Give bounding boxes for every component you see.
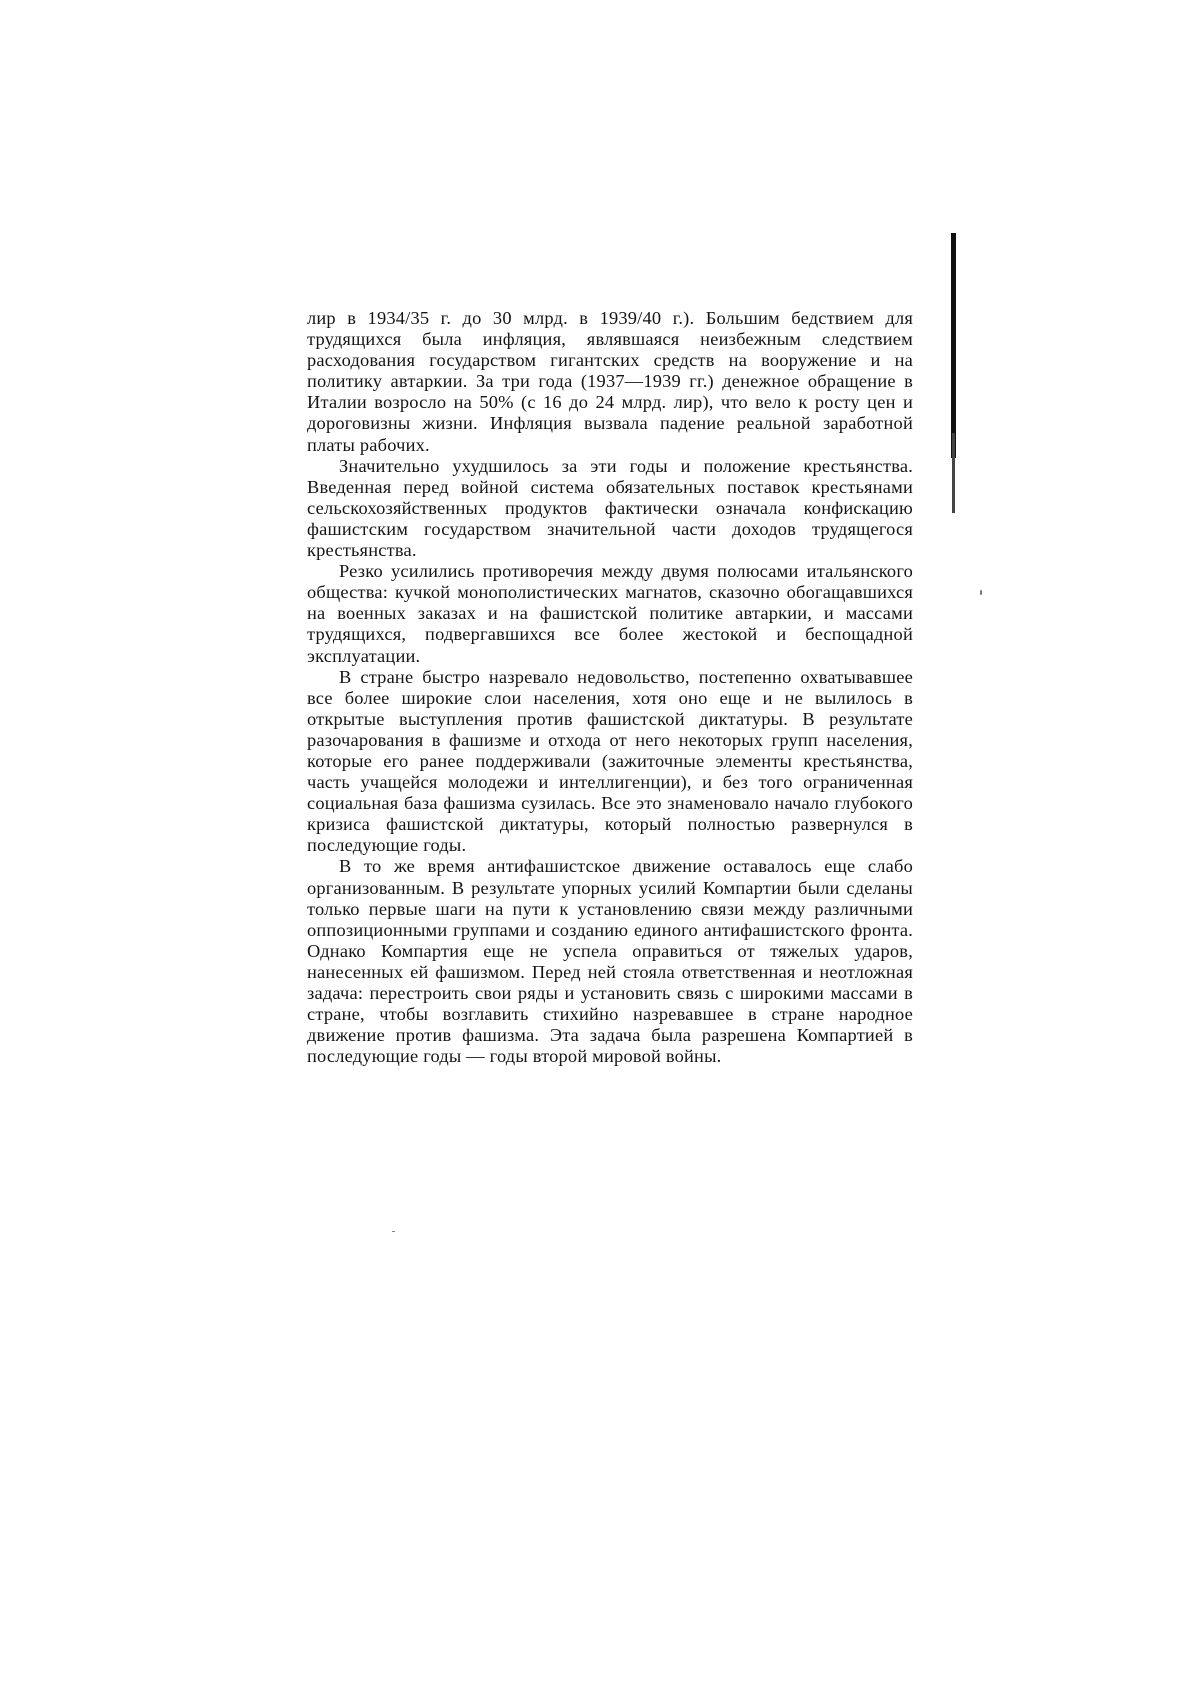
paragraph-1: лир в 1934/35 г. до 30 млрд. в 1939/40 г.). Большим бедствием для трудящихся была инфляция, являвшаяся неизбежным следствием расходования государством гигантских средств на вооружение и на политику автаркии. За три года (1937—1939 гг.) денежное обращение в Италии возросло на 50% (с 16 до 24 млрд. лир), что вело к росту цен и дороговизны жизни. Инфляция вызвала падение реальной заработной платы рабочих. bbox=[307, 308, 913, 455]
paragraph-5: В то же время антифашистское движение оставалось еще слабо организованным. В результате упорных усилий Компартии были сделаны только первые шаги на пути к установлению связи между различными оппозиционными группами и созданию единого антифашистского фронта. Однако Компартия еще не успела оправиться от тяжелых ударов, нанесенных ей фашизмом. Перед ней стояла ответственная и неотложная задача: перестроить свои ряды и установить связь с широкими массами в стране, чтобы возглавить стихийно назревавшее в стране народное движение против фашизма. Эта задача была разрешена Компартией в последующие годы — годы второй мировой войны. bbox=[307, 856, 913, 1067]
paragraph-4: В стране быстро назревало недовольство, постепенно охватывавшее все более широкие слои населения, хотя оно еще и не вылилось в открытые выступления против фашистской диктатуры. В результате разочарования в фашизме и отхода от него некоторых групп населения, которые его ранее поддерживали (зажиточные элементы крестьянства, часть учащейся молодежи и интеллигенции), и без того ограниченная социальная база фашизма сузилась. Все это знаменовало начало глубокого кризиса фашистской диктатуры, который полностью развернулся в последующие годы. bbox=[307, 666, 913, 856]
paragraph-2: Значительно ухудшилось за эти годы и положение крестьянства. Введенная перед войной система обязательных поставок крестьянами сельскохозяйственных продуктов фактически означала конфискацию фашистским государством значительной части доходов трудящегося крестьянства. bbox=[307, 455, 913, 561]
scan-speck bbox=[392, 1231, 395, 1232]
body-text bbox=[307, 308, 913, 1067]
scan-speck bbox=[980, 590, 982, 595]
paragraph-3: Резко усилились противоречия между двумя полюсами итальянского общества: кучкой монополистических магнатов, сказочно обогащавшихся на военных заказах и на фашистской политике автаркии, и массами трудящихся, подвергавшихся все более жестокой и беспощадной эксплуатации. bbox=[307, 561, 913, 666]
scan-margin-bar bbox=[951, 233, 956, 458]
